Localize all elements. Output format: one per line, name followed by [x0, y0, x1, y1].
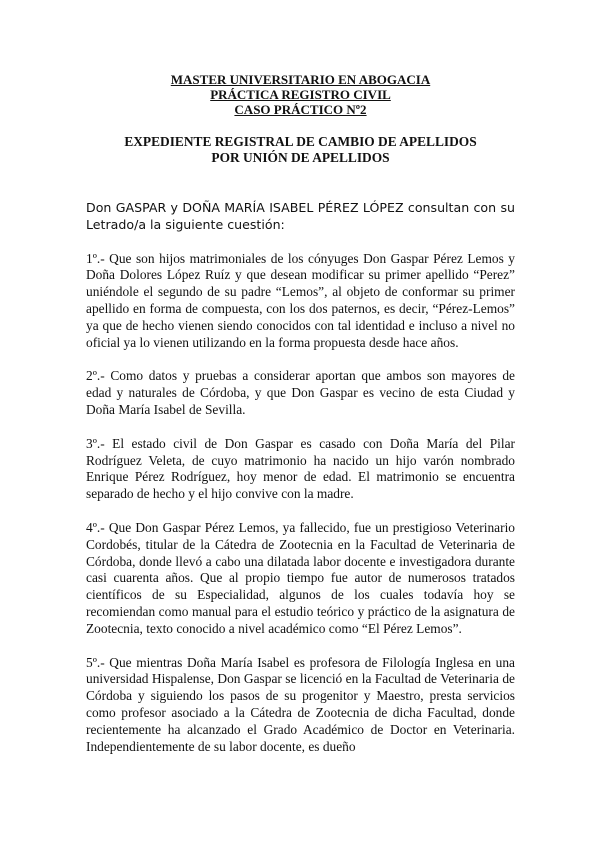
heading-line-master: MASTER UNIVERSITARIO EN ABOGACIA [170, 72, 431, 87]
heading-line-practica: PRÁCTICA REGISTRO CIVIL [210, 87, 391, 102]
subheading-line-union: POR UNIÓN DE APELLIDOS [211, 150, 390, 165]
paragraph-2: 2º.- Como datos y pruebas a considerar aportan que ambos son mayores de edad y naturales de Córdoba, y que Don Gaspar es vecino de esta Ciudad y Doña María Isabel de Sevilla. [86, 368, 515, 417]
intro-paragraph: Don GASPAR y DOÑA MARÍA ISABEL PÉREZ LÓPEZ consultan con su Letrado/a la siguiente cuestión: [86, 200, 515, 232]
heading-line-caso: CASO PRÁCTICO Nº2 [234, 102, 367, 117]
document-body [86, 200, 515, 755]
subheading-line-expediente: EXPEDIENTE REGISTRAL DE CAMBIO DE APELLIDOS [124, 134, 477, 149]
document-heading [86, 72, 515, 117]
paragraph-3: 3º.- El estado civil de Don Gaspar es casado con Doña María del Pilar Rodríguez Veleta, de cuyo matrimonio ha nacido un hijo varón nombrado Enrique Pérez Rodríguez, hoy menor de edad. El matrimonio se encuentra separado de hecho y el hijo convive con la madre. [86, 435, 515, 502]
document-subheading [86, 134, 515, 166]
paragraph-1: 1º.- Que son hijos matrimoniales de los cónyuges Don Gaspar Pérez Lemos y Doña Dolores López Ruíz y que desean modificar su primer apellido “Perez” uniéndole el segundo de su padre “Lemos”, al objeto de conformar su primer apellido en forma de compuesta, con los dos paternos, es decir, “Pérez-Lemos” ya que de hecho vienen siendo conocidos con tal identidad e incluso a nivel no oficial ya lo vienen utilizando en la forma propuesta desde hace años. [86, 250, 515, 350]
paragraph-5: 5º.- Que mientras Doña María Isabel es profesora de Filología Inglesa en una universidad Hispalense, Don Gaspar se licenció en la Facultad de Veterinaria de Córdoba y siguiendo los pasos de su progenitor y Maestro, presta servicios como profesor asociado a la Cátedra de Zootecnia de dicha Facultad, donde recientemente ha alcanzado el Grado Académico de Doctor en Veterinaria. Independientemente de su labor docente, es dueño [86, 654, 515, 754]
paragraph-4: 4º.- Que Don Gaspar Pérez Lemos, ya fallecido, fue un prestigioso Veterinario Cordobés, titular de la Cátedra de Zootecnia en la Facultad de Veterinaria de Córdoba, donde llevó a cabo una dilatada labor docente e investigadora durante casi cuarenta años. Que al propio tiempo fue autor de numerosos tratados científicos de su Especialidad, algunos de los cuales todavía hoy se recomiendan como manual para el estudio teórico y práctico de la asignatura de Zootecnia, texto conocido a nivel académico como “El Pérez Lemos”. [86, 519, 515, 636]
